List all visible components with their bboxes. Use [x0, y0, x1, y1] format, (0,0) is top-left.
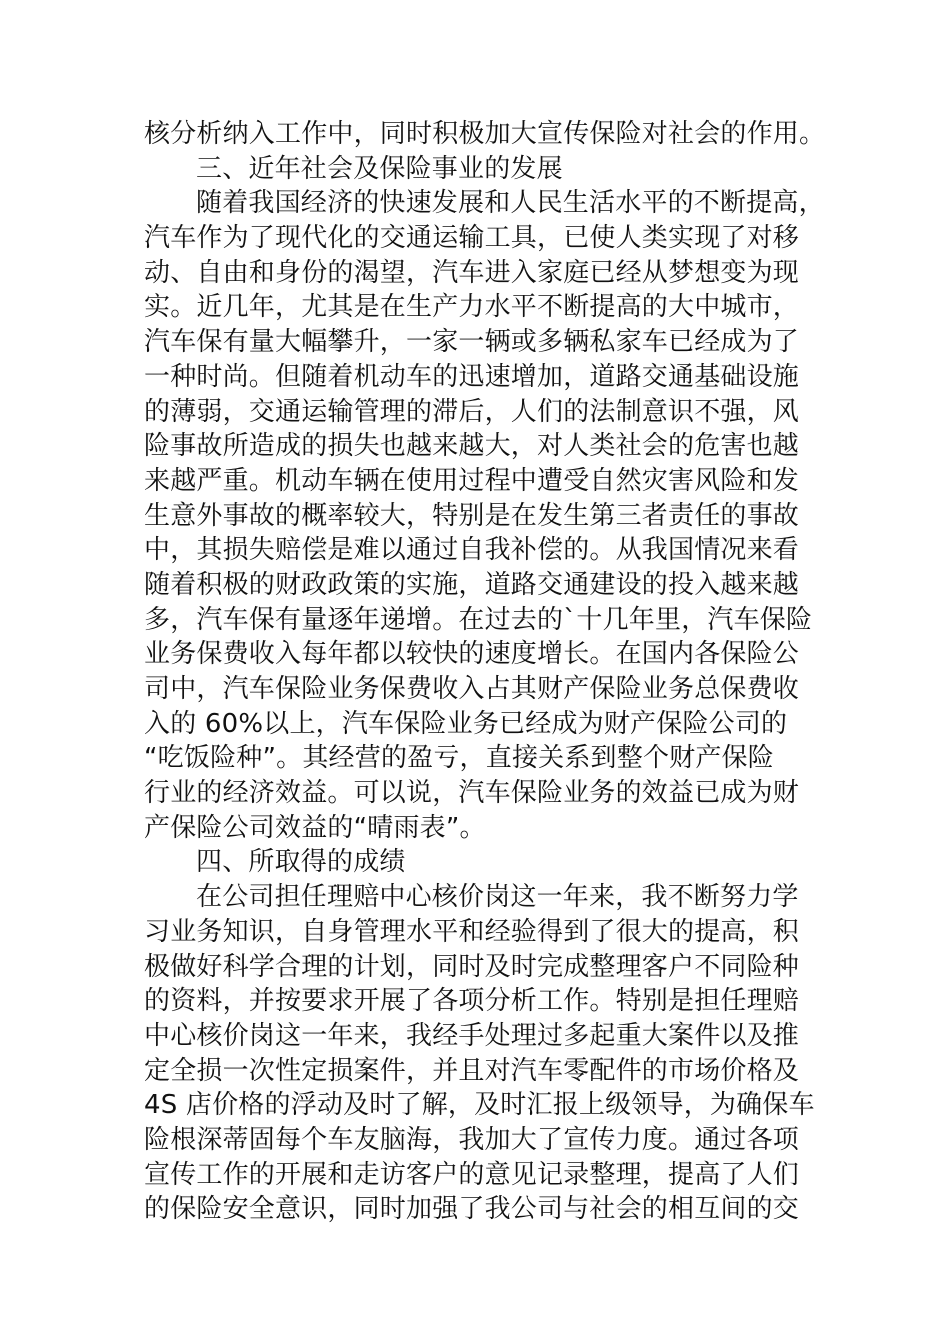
text-line: 汽车保有量大幅攀升，一家一辆或多辆私家车已经成为了: [144, 327, 800, 358]
text-line: 多，汽车保有量逐年递增。在过去的`十几年里，汽车保险: [144, 604, 813, 635]
text-line: 来越严重。机动车辆在使用过程中遭受自然灾害风险和发: [144, 465, 800, 496]
text-line: 宣传工作的开展和走访客户的意见记录整理，提高了人们: [144, 1159, 800, 1190]
text-line: 中心核价岗这一年来，我经手处理过多起重大案件以及推: [144, 1020, 800, 1051]
text-line: 的保险安全意识，同时加强了我公司与社会的相互间的交: [144, 1194, 800, 1225]
text-line: 业务保费收入每年都以较快的速度增长。在国内各保险公: [144, 639, 800, 670]
text-line: 一种时尚。但随着机动车的迅速增加，道路交通基础设施: [144, 361, 800, 392]
text-line: 4S 店价格的浮动及时了解，及时汇报上级领导，为确保车: [144, 1090, 815, 1121]
paragraph-start-line: 随着我国经济的快速发展和人民生活水平的不断提高，: [196, 188, 825, 219]
document-body: [144, 117, 826, 1227]
text-line: 入的 60%以上，汽车保险业务已经成为财产保险公司的: [144, 708, 788, 739]
text-line: 中，其损失赔偿是难以通过自我补偿的。从我国情况来看: [144, 535, 800, 566]
text-line: 司中，汽车保险业务保费收入占其财产保险业务总保费收: [144, 674, 800, 704]
text-line: 生意外事故的概率较大，特别是在发生第三者责任的事故: [144, 500, 800, 531]
text-line: 的资料，并按要求开展了各项分析工作。特别是担任理赔: [144, 986, 800, 1017]
text-line: 随着积极的财政政策的实施，道路交通建设的投入越来越: [144, 569, 800, 600]
text-line: 汽车作为了现代化的交通运输工具，已使人类实现了对移: [144, 223, 800, 254]
paragraph-start-line: 四、所取得的成绩: [196, 847, 406, 878]
text-line: 定全损一次性定损案件，并且对汽车零配件的市场价格及: [144, 1055, 800, 1086]
text-line: “吃饭险种”。其经营的盈亏，直接关系到整个财产保险: [144, 743, 774, 774]
text-line: 习业务知识，自身管理水平和经验得到了很大的提高，积: [144, 916, 800, 947]
text-line: 行业的经济效益。可以说，汽车保险业务的效益已成为财: [144, 778, 800, 809]
text-line: 核分析纳入工作中，同时积极加大宣传保险对社会的作用。: [144, 119, 826, 149]
text-line: 险根深蒂固每个车友脑海，我加大了宣传力度。通过各项: [144, 1124, 800, 1155]
text-line: 动、自由和身份的渴望，汽车进入家庭已经从梦想变为现: [144, 257, 800, 288]
paragraph-start-line: 三、近年社会及保险事业的发展: [196, 153, 563, 184]
text-line: 险事故所造成的损失也越来越大，对人类社会的危害也越: [144, 431, 800, 462]
text-line: 产保险公司效益的“晴雨表”。: [144, 812, 486, 843]
text-line: 实。近几年，尤其是在生产力水平不断提高的大中城市，: [144, 292, 800, 323]
text-line: 的薄弱，交通运输管理的滞后，人们的法制意识不强，风: [144, 396, 800, 427]
text-line: 极做好科学合理的计划，同时及时完成整理客户不同险种: [144, 951, 800, 982]
paragraph-start-line: 在公司担任理赔中心核价岗这一年来，我不断努力学: [196, 882, 799, 913]
